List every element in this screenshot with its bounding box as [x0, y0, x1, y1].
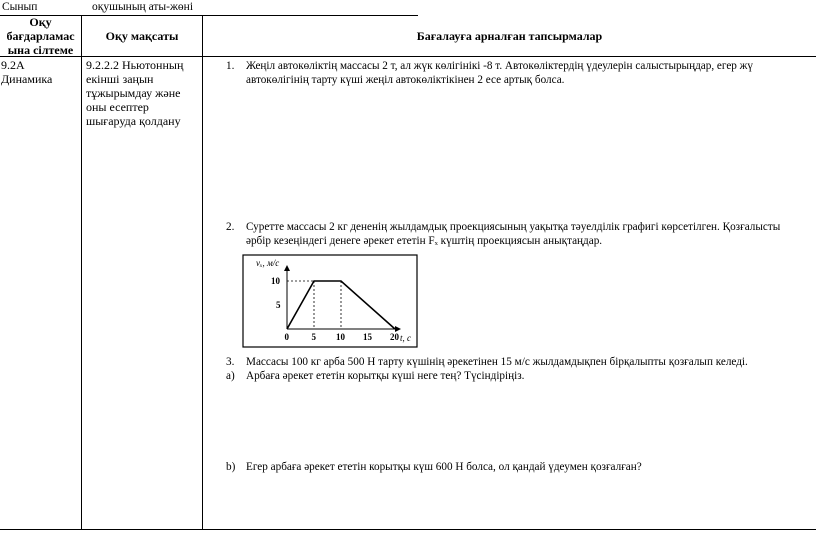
objective-line: шығаруда қолдану	[86, 114, 181, 128]
header-learning-objective: Оқу мақсаты	[105, 29, 179, 43]
task-2-line: әрбір кезеңіндегі денеге әрекет ететін Fₓ күштің проекциясын анықтаңдар.	[246, 235, 603, 247]
task-2-number: 2.	[226, 221, 235, 233]
objective-line: оны есептер	[86, 100, 149, 114]
task-1-text	[246, 59, 816, 87]
objective-line: тұжырымдау және	[86, 86, 181, 100]
velocity-time-chart	[240, 252, 420, 350]
task-2-text	[246, 220, 816, 248]
chart-tick-labels	[271, 276, 400, 342]
objective-line: 9.2.2.2 Ньютонның	[86, 58, 184, 72]
y-tick-label: 5	[276, 300, 281, 310]
header-col1-line: Оқу	[29, 15, 52, 29]
x-tick-label: 10	[336, 332, 345, 342]
header-program-reference	[0, 15, 81, 57]
column-divider-1	[81, 16, 82, 530]
x-axis-label: t, с	[400, 333, 411, 343]
task-3a-text: Арбаға әрекет ететін корытқы күші неге тең? Түсіндіріңіз.	[246, 370, 525, 382]
task-3b-text: Егер арбаға әрекет ететін корытқы күш 600 Н болса, ол қандай үдеумен қозғалған?	[246, 461, 642, 473]
class-label: Сынып	[2, 1, 38, 13]
chart-guides	[287, 281, 341, 329]
table-bottom-border	[0, 529, 816, 530]
task-3a-number: a)	[226, 370, 235, 382]
program-reference-cell	[1, 58, 81, 86]
header-col1-line: ына сілтеме	[7, 43, 74, 57]
task-1-line: автокөлігінің тарту күші жеңіл автокөліктікінен 2 есе артық болса.	[246, 74, 565, 86]
header-divider	[0, 56, 816, 57]
y-axis-label: vₓ, м/с	[256, 258, 280, 268]
x-tick-label: 15	[363, 332, 372, 342]
task-3-number: 3.	[226, 356, 235, 368]
y-tick-label: 10	[271, 276, 280, 286]
task-1	[226, 59, 816, 89]
student-name-label: оқушының аты-жөні	[92, 1, 194, 13]
header-assessment-tasks: Бағалауға арналған тапсырмалар	[416, 29, 603, 43]
task-1-line: Жеңіл автокөліктің массасы 2 т, ал жүк көлігінікі -8 т. Автокөліктердің үдеулерін салыстырыңдар, егер жү	[246, 60, 753, 72]
x-tick-label: 20	[390, 332, 399, 342]
task-3b-number: b)	[226, 461, 236, 473]
x-tick-label: 5	[311, 332, 316, 342]
ref-line: Динамика	[1, 72, 53, 86]
objective-line: екінші заңын	[86, 72, 154, 86]
task-1-number: 1.	[226, 60, 235, 72]
ref-line: 9.2А	[1, 58, 25, 72]
header-col1-line: бағдарламас	[6, 29, 75, 43]
task-2	[226, 220, 816, 250]
task-3-text: Массасы 100 кг арба 500 Н тарту күшінің әрекетінен 15 м/с жылдамдықпен бірқалыпты қозғалып келеді.	[246, 356, 748, 368]
learning-objective-cell	[86, 58, 200, 128]
x-tick-label: 0	[284, 332, 289, 342]
column-divider-2	[202, 16, 203, 530]
task-2-line: Суретте массасы 2 кг дененің жылдамдық проекциясының уақытқа тәуелділік графигі көрсетілген. Қозғалысты	[246, 221, 781, 233]
top-line	[0, 0, 816, 16]
